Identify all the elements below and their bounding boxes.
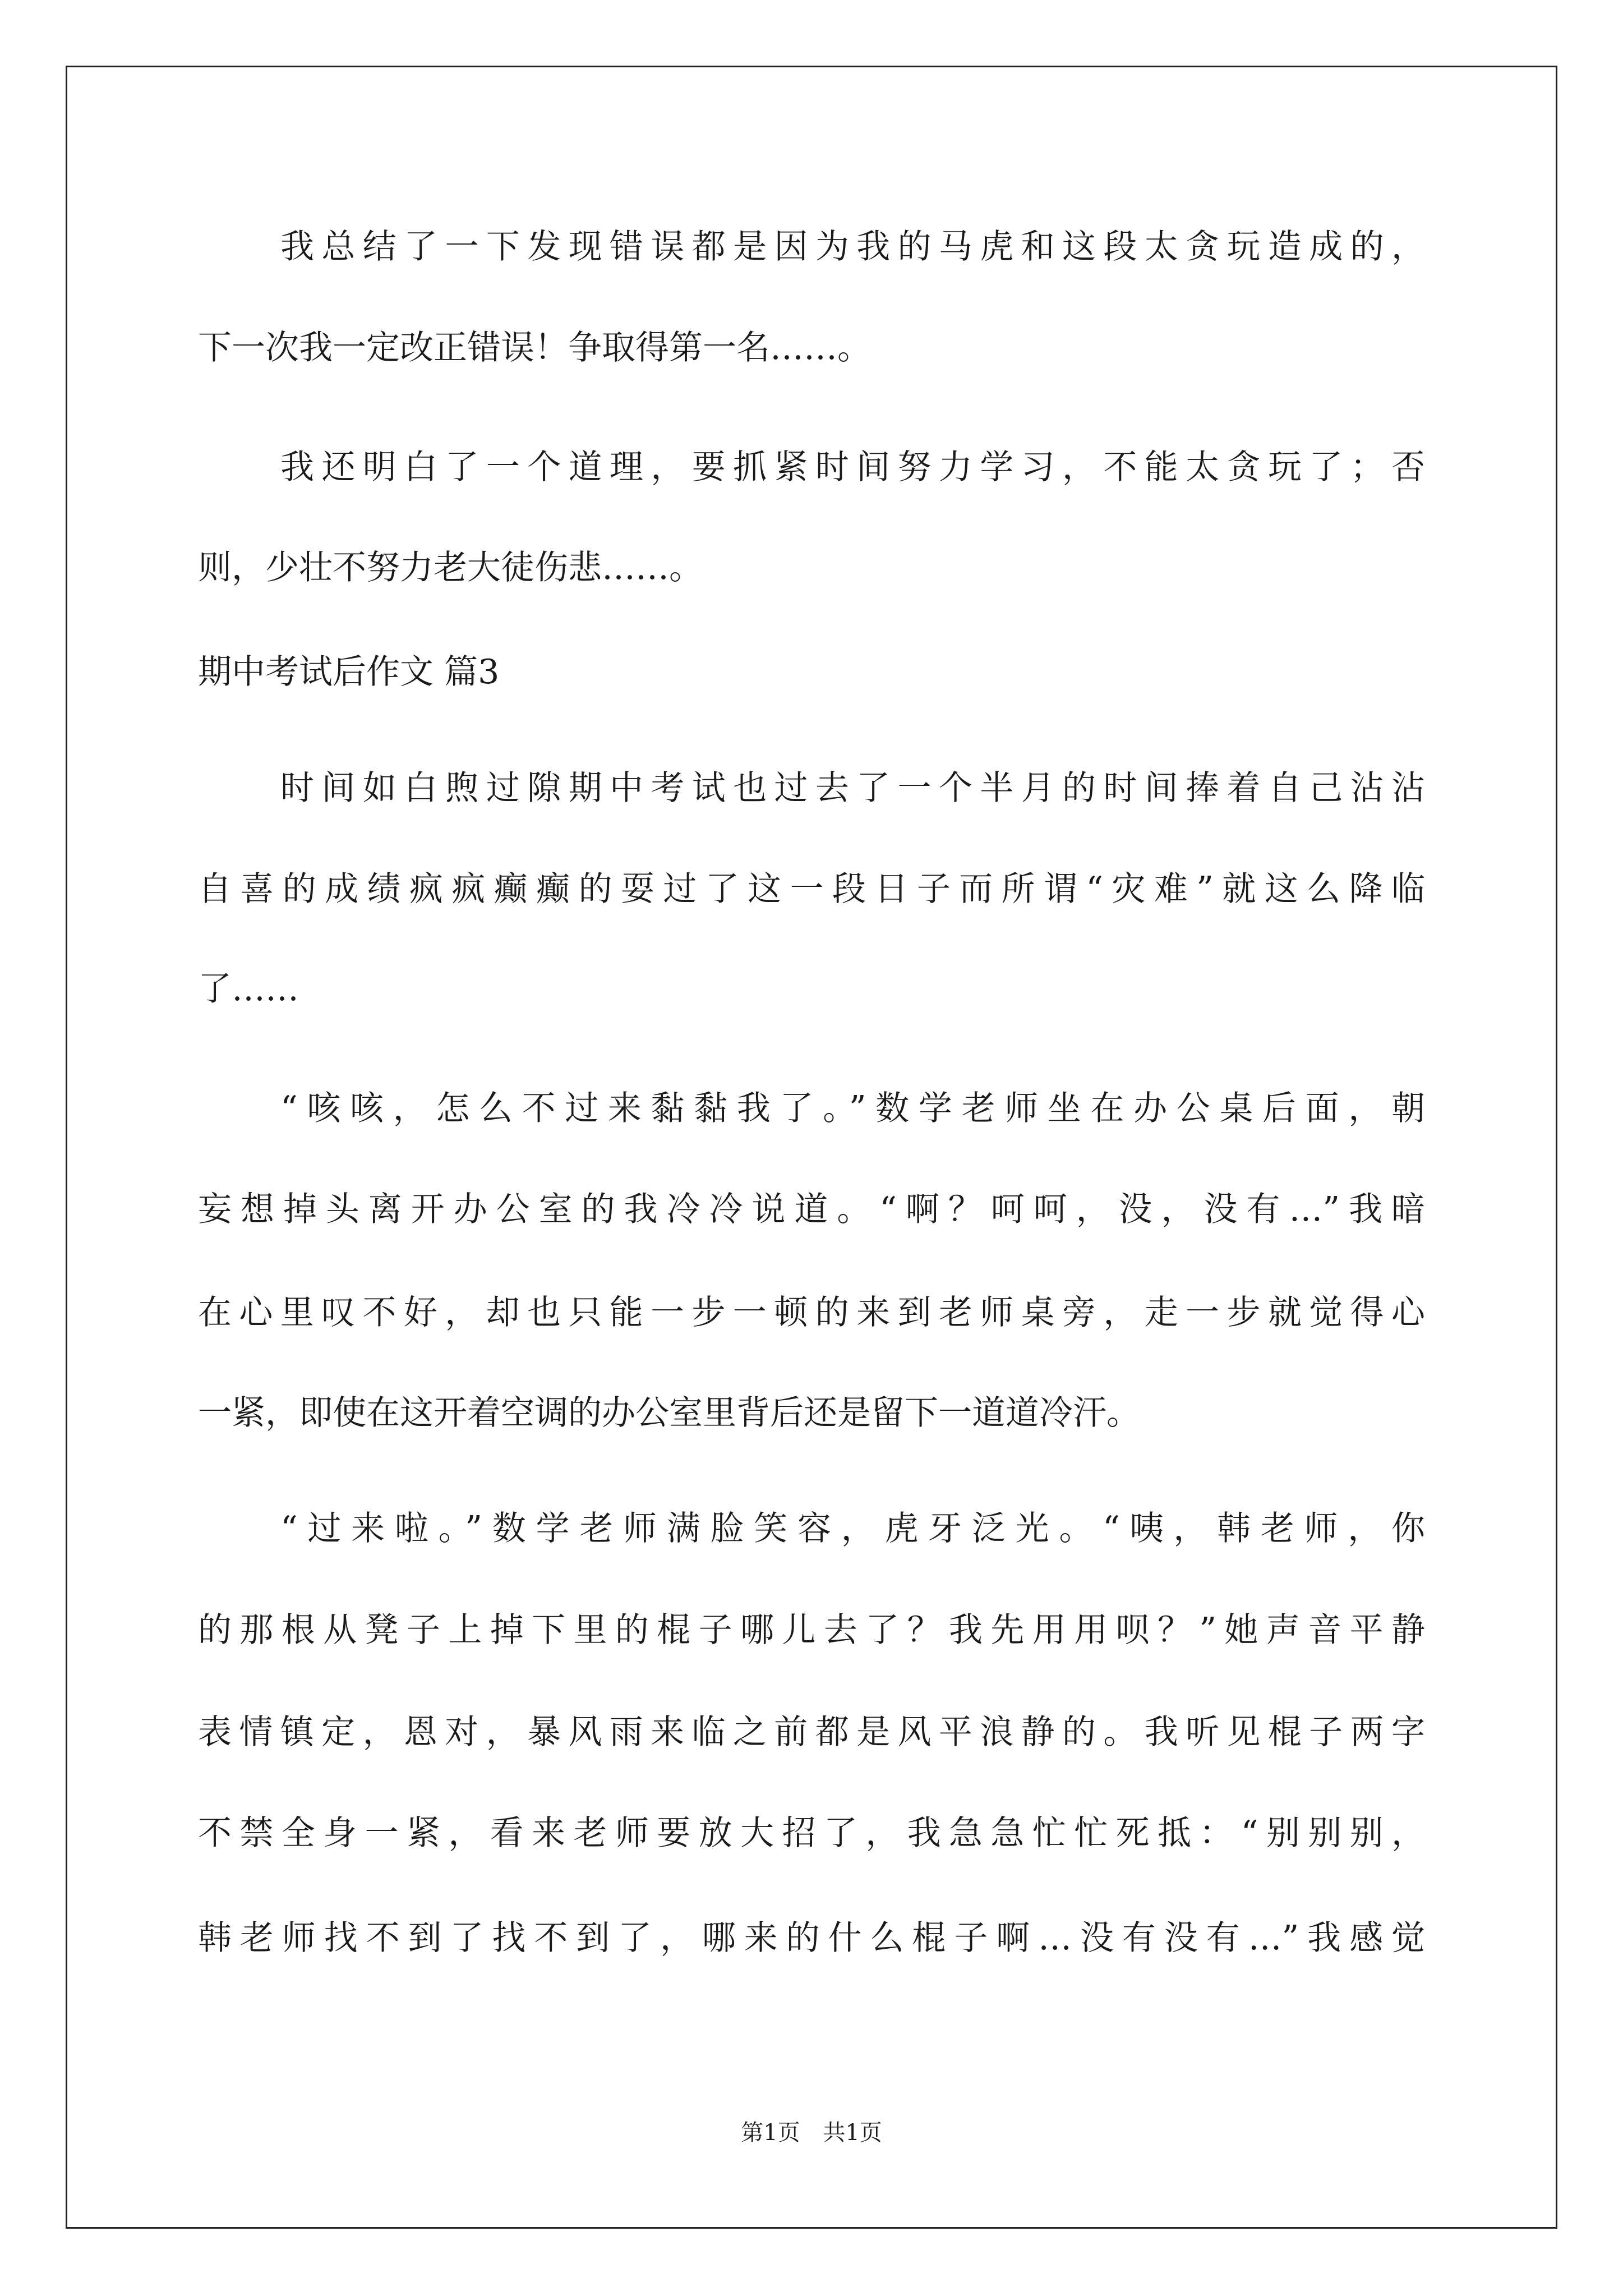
text-line: 了…… <box>198 969 299 1009</box>
text-line: 一紧，即使在这开着空调的办公室里背后还是留下一道道冷汗。 <box>198 1393 1140 1433</box>
text-line: 在心里叹不好，却也只能一步一顿的来到老师桌旁，走一步就觉得心 <box>198 1293 1425 1332</box>
text-line: 韩老师找不到了找不到了，哪来的什么棍子啊…没有没有…”我感觉 <box>198 1918 1425 1958</box>
page-number: 第1页 <box>741 2120 800 2146</box>
text-line: 不禁全身一紧，看来老师要放大招了，我急急忙忙死抵：“别别别， <box>198 1814 1425 1853</box>
text-line: 表情镇定，恩对，暴风雨来临之前都是风平浪静的。我听见棍子两字 <box>198 1713 1425 1752</box>
text-line: “咳咳，怎么不过来黏黏我了。”数学老师坐在办公桌后面，朝 <box>280 1089 1425 1128</box>
text-line: 自喜的成绩疯疯癫癫的耍过了这一段日子而所谓“灾难”就这么降临 <box>198 869 1425 909</box>
section-heading: 期中考试后作文 篇3 <box>198 652 500 692</box>
text-line: “过来啦。”数学老师满脸笑容，虎牙泛光。“咦，韩老师，你 <box>280 1509 1425 1548</box>
text-line: 时间如白煦过隙期中考试也过去了一个半月的时间捧着自己沾沾 <box>280 769 1425 808</box>
page-footer <box>0 2116 1623 2150</box>
text-line: 的那根从凳子上掉下里的棍子哪儿去了？我先用用呗？”她声音平静 <box>198 1611 1425 1650</box>
text-line: 我还明白了一个道理，要抓紧时间努力学习，不能太贪玩了；否 <box>280 448 1425 487</box>
text-line: 则，少壮不努力老大徒伤悲……。 <box>198 548 703 587</box>
page-total: 共1页 <box>823 2120 882 2146</box>
text-line: 下一次我一定改正错误！争取得第一名……。 <box>198 328 871 367</box>
page-frame <box>66 66 1557 2229</box>
text-line: 我总结了一下发现错误都是因为我的马虎和这段太贪玩造成的， <box>280 227 1425 266</box>
text-line: 妄想掉头离开办公室的我冷冷说道。“啊？呵呵，没，没有…”我暗 <box>198 1190 1425 1229</box>
